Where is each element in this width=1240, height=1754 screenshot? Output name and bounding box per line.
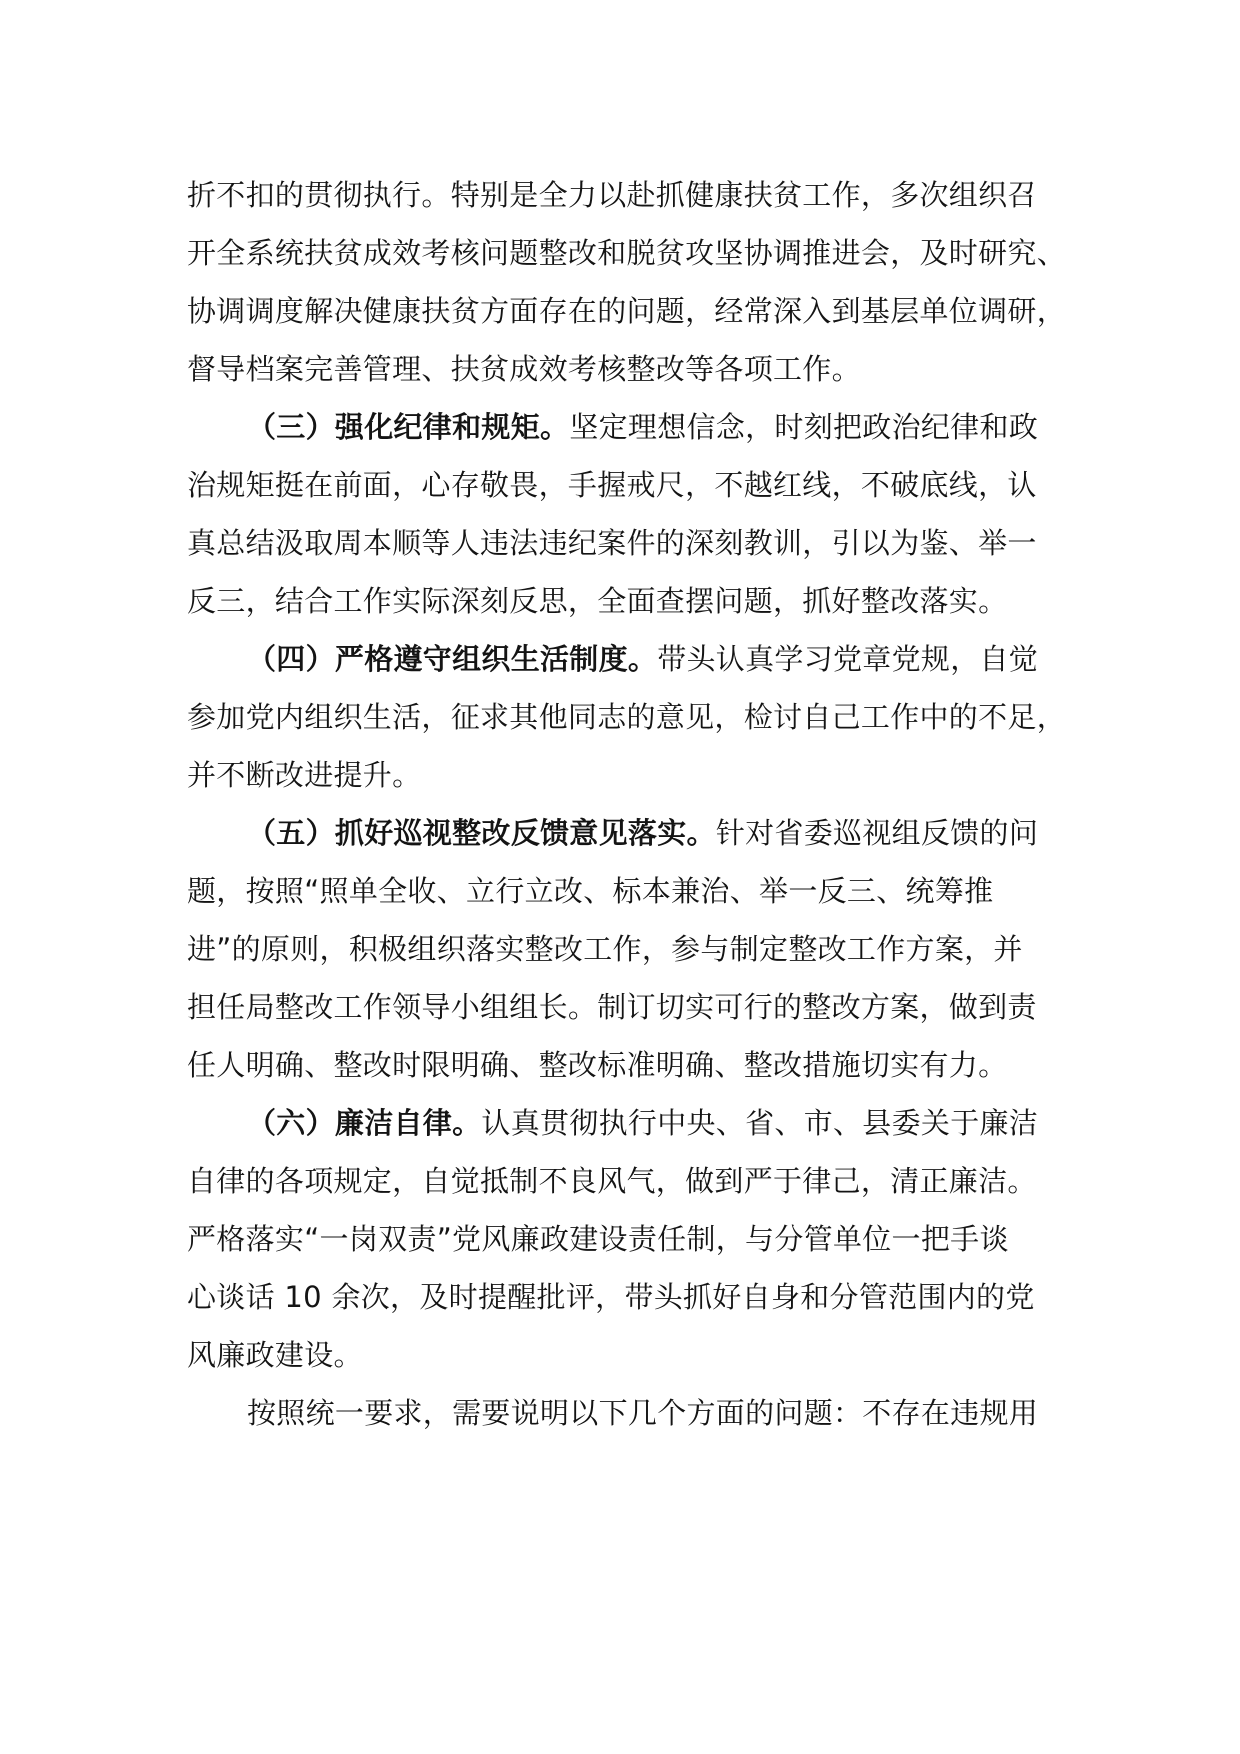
section-five-heading: （五）抓好巡视整改反馈意见落实。 (247, 816, 716, 850)
section-six-text: 认真贯彻执行中央、省、市、县委关于廉洁 (481, 1106, 1039, 1140)
body-line: 风廉政建设。 (187, 1338, 363, 1372)
section-three-heading: （三）强化纪律和规矩。 (247, 410, 570, 444)
body-line: 真总结汲取周本顺等人违法违纪案件的深刻教训，引以为鉴、举一 (187, 526, 1037, 560)
body-line: 反三，结合工作实际深刻反思，全面查摆问题，抓好整改落实。 (187, 584, 1008, 618)
section-six-line (247, 1105, 1147, 1141)
section-three-text: 坚定理想信念，时刻把政治纪律和政 (569, 410, 1039, 444)
section-four-line (247, 641, 1147, 677)
body-line: 自律的各项规定，自觉抵制不良风气，做到严于律己，清正廉洁。 (187, 1164, 1037, 1198)
body-line: 严格落实“一岗双责”党风廉政建设责任制，与分管单位一把手谈 (187, 1222, 1009, 1256)
section-six-heading: （六）廉洁自律。 (247, 1106, 482, 1140)
section-three-line (247, 409, 1147, 445)
section-five-text: 针对省委巡视组反馈的问 (715, 816, 1039, 850)
body-line: 心谈话 10 余次，及时提醒批评，带头抓好自身和分管范围内的党 (187, 1280, 1035, 1314)
section-four-text: 带头认真学习党章党规，自觉 (657, 642, 1039, 676)
body-line: 开全系统扶贫成效考核问题整改和脱贫攻坚协调推进会，及时研究、 (187, 236, 1067, 270)
section-five-line (247, 815, 1147, 851)
body-line: 协调调度解决健康扶贫方面存在的问题，经常深入到基层单位调研， (187, 294, 1067, 328)
body-line: 折不扣的贯彻执行。特别是全力以赴抓健康扶贫工作，多次组织召 (187, 178, 1037, 212)
body-line: 并不断改进提升。 (187, 758, 422, 792)
body-line: 参加党内组织生活，征求其他同志的意见，检讨自己工作中的不足， (187, 700, 1067, 734)
body-line: 任人明确、整改时限明确、整改标准明确、整改措施切实有力。 (187, 1048, 1008, 1082)
body-line: 担任局整改工作领导小组组长。制订切实可行的整改方案，做到责 (187, 990, 1037, 1024)
body-line-paragraph-start: 按照统一要求，需要说明以下几个方面的问题：不存在违规用 (247, 1396, 1039, 1430)
body-line: 题，按照“照单全收、立行立改、标本兼治、举一反三、统筹推 (187, 874, 994, 908)
section-four-heading: （四）严格遵守组织生活制度。 (247, 642, 658, 676)
body-line: 督导档案完善管理、扶贫成效考核整改等各项工作。 (187, 352, 861, 386)
body-line: 进”的原则，积极组织落实整改工作，参与制定整改工作方案，并 (187, 932, 1023, 966)
body-line: 治规矩挺在前面，心存敬畏，手握戒尺，不越红线，不破底线，认 (187, 468, 1037, 502)
